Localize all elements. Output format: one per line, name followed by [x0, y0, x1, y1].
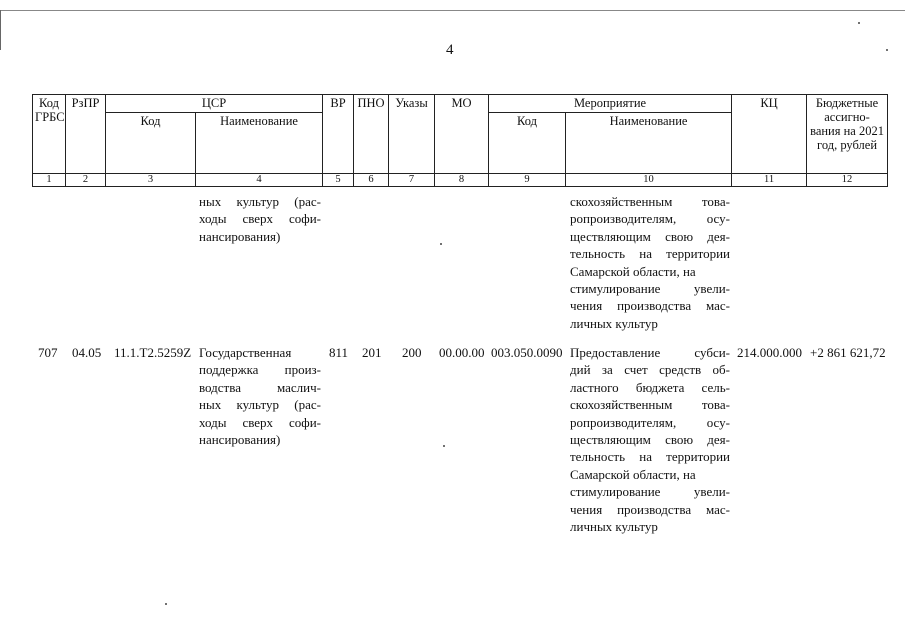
column-number: 9: [489, 174, 566, 187]
scan-edge-top: [0, 10, 905, 11]
text-line: личных культур: [570, 519, 658, 535]
text-line: ных культур (рас-: [199, 397, 321, 413]
col-header-mo: МО: [435, 95, 489, 174]
text-line: скохозяйственным това-: [570, 397, 730, 413]
row-vr: 811: [329, 345, 349, 360]
page-number: 4: [446, 42, 454, 58]
scan-speck: [440, 243, 442, 245]
text-line: ходы сверх софи-: [199, 211, 321, 227]
column-number: 5: [323, 174, 354, 187]
text-line: Самарской области, на: [570, 466, 696, 482]
column-number: 6: [354, 174, 389, 187]
text-line: Государственная: [199, 345, 292, 360]
text-line: стимулирование увели-: [570, 281, 730, 297]
row-rzpr: 04.05: [72, 345, 102, 360]
col-header-csr-kod: Код: [106, 113, 196, 174]
column-number: 12: [807, 174, 888, 187]
column-number: 11: [732, 174, 807, 187]
text-line: ропроизводителям, осу-: [570, 211, 730, 227]
row-kc: 214.000.000: [737, 345, 802, 360]
col-header-rzpr: РзПР: [66, 95, 106, 174]
row-pno: 201: [362, 345, 382, 360]
scan-speck: [165, 603, 167, 605]
text-line: Предоставление субси-: [570, 345, 730, 360]
col-header-budget: Бюджетные ассигно- вания на 2021 год, рублей: [807, 95, 888, 174]
col-header-mer-kod: Код: [489, 113, 566, 174]
text-line: нансирования): [199, 228, 281, 244]
column-number: 10: [566, 174, 732, 187]
col-header-meropriyatie: Мероприятие: [489, 95, 732, 113]
row-amount: +2 861 621,72: [810, 345, 886, 360]
col-header-mer-name: Наименование: [566, 113, 732, 174]
text-line: водства маслич-: [199, 379, 321, 395]
row-ukazy: 200: [402, 345, 422, 360]
text-line: ществляющим свою дея-: [570, 228, 730, 244]
row-mo: 00.00.00: [439, 345, 485, 360]
text-line: скохозяйственным това-: [570, 194, 730, 209]
text-line: ропроизводителям, осу-: [570, 414, 730, 430]
column-number: 4: [196, 174, 323, 187]
text-line: нансирования): [199, 432, 281, 448]
text-line: ществляющим свою дея-: [570, 432, 730, 448]
text-line: ходы сверх софи-: [199, 414, 321, 430]
text-line: ных культур (рас-: [199, 194, 321, 209]
scan-edge-left: [0, 10, 1, 50]
row-kod-grbs: 707: [38, 345, 58, 360]
scan-speck: [858, 22, 860, 24]
col-header-kod-grbs: Код ГРБС: [33, 95, 66, 174]
row-csr-kod: 11.1.T2.5259Z: [114, 345, 192, 360]
col-header-pno: ПНО: [354, 95, 389, 174]
col-header-kc: КЦ: [732, 95, 807, 174]
text-line: поддержка произ-: [199, 362, 321, 378]
scan-speck: [886, 49, 888, 51]
column-number: 8: [435, 174, 489, 187]
col-header-csr: ЦСР: [106, 95, 323, 113]
header-table: [32, 94, 888, 187]
text-line: стимулирование увели-: [570, 484, 730, 500]
text-line: чения производства мас-: [570, 501, 730, 517]
col-header-csr-name: Наименование: [196, 113, 323, 174]
column-number: 2: [66, 174, 106, 187]
row-mer-name: [570, 344, 730, 535]
column-number: 7: [389, 174, 435, 187]
col-header-vr: ВР: [323, 95, 354, 174]
col-header-ukazy: Указы: [389, 95, 435, 174]
column-number: 1: [33, 174, 66, 187]
row-csr-name: [199, 344, 321, 448]
text-line: тельность на территории: [570, 246, 730, 262]
text-line: личных культур: [570, 315, 658, 331]
text-line: дий за счет средств об-: [570, 362, 730, 378]
column-number: 3: [106, 174, 196, 187]
text-line: Самарской области, на: [570, 263, 696, 279]
continued-mer-name: [570, 193, 730, 332]
scan-speck: [443, 445, 445, 447]
row-mer-kod: 003.050.0090: [491, 345, 563, 360]
continued-csr-name: [199, 193, 321, 245]
text-line: ластного бюджета сель-: [570, 379, 730, 395]
text-line: чения производства мас-: [570, 298, 730, 314]
text-line: тельность на территории: [570, 449, 730, 465]
